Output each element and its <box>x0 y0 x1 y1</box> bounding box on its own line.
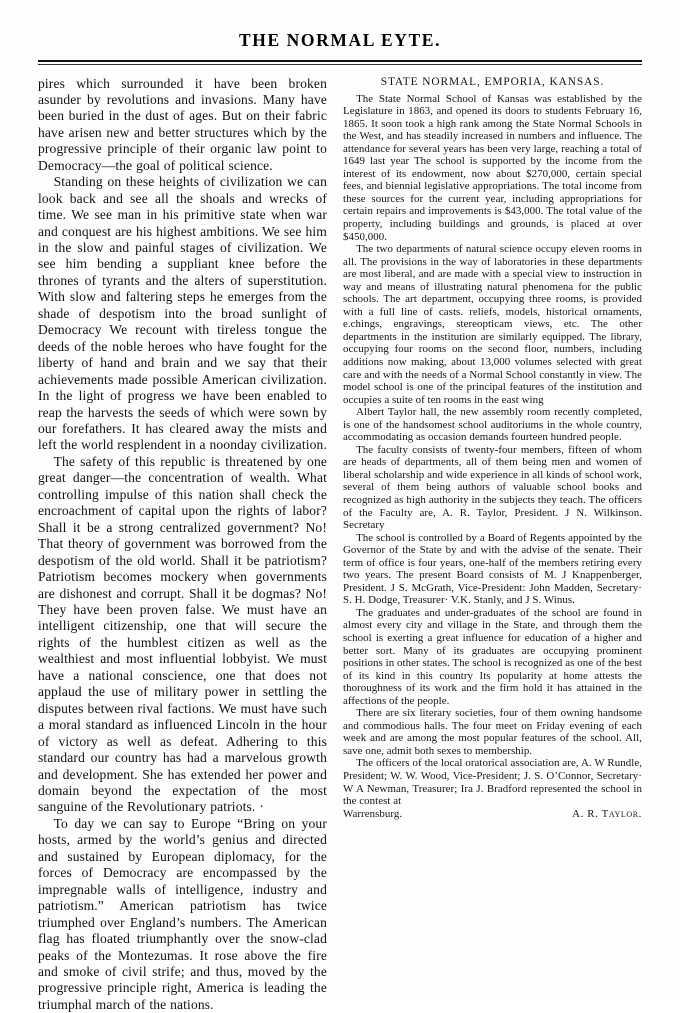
left-column <box>38 76 327 1013</box>
paragraph: There are six literary societies, four of them owning handsome and commodious halls. The four meet on Friday evening of each week and are among the most popular features of the school. All, save one, admit both sexes to membership. <box>343 707 642 757</box>
section-heading: STATE NORMAL, EMPORIA, KANSAS. <box>343 76 642 88</box>
author-signature: A. R. Taylor. <box>559 808 642 821</box>
paragraph: The graduates and under-graduates of the school are found in almost every city and village in the State, and through them the school is exerting a great influence for education of a higher and better sort. Many of its graduates are occupying prominent positions in other states. The school is recognized as one of the best of its kind in this country Its popularity at home attests the thoroughness of its work and the firm hold it has attained in the affections of the people. <box>343 607 642 707</box>
masthead-divider <box>38 60 642 65</box>
paragraph: Albert Taylor hall, the new assembly room recently completed, is one of the handsomest school auditoriums in the whole country, accommodating as occasion demands fourteen hundred people. <box>343 406 642 444</box>
paragraph: The faculty consists of twenty-four members, fifteen of whom are heads of departments, all of them being men and women of liberal scholarship and wide experience in all kinds of school work, several of them being authors of valuable school books and recognized as high authority in the subjects they teach. The officers of the Faculty are, A. R. Taylor, President. J N. Wilkinson. Secretary <box>343 444 642 532</box>
article-columns <box>38 76 642 1013</box>
divider-rule-thin <box>38 64 642 65</box>
page-title: THE NORMAL EYTE. <box>0 30 680 51</box>
paragraph: pires which surrounded it have been broken asunder by revolutions and invasions. Many have been buried in the dust of ages. But on their fabric have arisen new and better structures which by the progressive principle of their organic law point to Democracy—the goal of political science. <box>38 76 327 175</box>
paragraph: The officers of the local oratorical association are, A. W Rundle, President; W. W. Wood, Vice-President; J. S. O’Connor, Secretary· W A Newman, Treasurer; Ira J. Bradford represented the school in the contest at <box>343 757 642 807</box>
paragraph: To day we can say to Europe “Bring on your hosts, armed by the world’s genius and directed and sustained by European diplomacy, for the forces of Democracy are encompassed by the impregnable walls of intelligence, industry and patriotism.” American patriotism has twice triumphed over England’s numbers. The American flag has floated triumphantly over the snow-clad peaks of the Montezumas. It rose above the fire and smoke of civil strife; and thus, moved by the progressive principle right, America is leading the triumphal march of the nations. <box>38 816 327 1013</box>
paragraph: The safety of this republic is threatened by one great danger—the concentration of wealth. What controlling impulse of this nation shall check the encroachment of capital upon the rights of labor? Shall it be a strong centralized government? No! That theory of government was borrowed from the despotism of the old world. Shall it be patriotism? Patriotism becomes mockery when governments are dishonest and corrupt. Shall it be dogmas? No! They have been proven false. We must have an intelligent citizenship, one that will secure the rights of the humblest citizen as well as the wealthiest and most influential lobbyist. We must have a national conscience, one that does not applaud the use of military power in settling the disputes between rival factions. We must have such a moral standard as influenced Lincoln in the hour of victory as well as defeat. Adhering to this standard our country has had a marvelous growth and development. She has extended her power and domain beyond the expectation of the most sanguine of the Revolutionary patriots. · <box>38 454 327 816</box>
paragraph-tail: Warrensburg. <box>343 808 402 821</box>
paragraph: The State Normal School of Kansas was established by the Legislature in 1863, and opened its doors to students February 16, 1865. It soon took a high rank among the State Normal Schools in the West, and has steadily increased in numbers and influence. The attendance for several years has been very large, reaching a total of 1649 last year The school is supported by the income from the interest of its endowment, now about $270,000, certain special fees, and biennial legislative appropriations. The total income from these sources for the current year, including appropriations for certain repairs and improvements is $43,000. The total value of the property, including buildings and grounds, is placed at over $450,000. <box>343 93 642 244</box>
right-column <box>343 76 642 821</box>
divider-rule-thick <box>38 60 642 62</box>
paragraph: Standing on these heights of civilization we can look back and see all the shoals and wrecks of time. We see man in his primitive state when war and conquest are his highest ambitions. We see him in the slow and painful stages of civilization. We see him bending a suppliant knee before the thrones of tyrants and the alters of superstitution. With slow and faltering steps he emerges from the shade of despotism into the broad sunlight of Democracy We recount with tireless tongue the deeds of the noble heroes who have fought for the liberty of hand and brain and we say that their achievements made possible American civilization. In the light of progress we have been enabled to reap the harvests the seeds of which were sown by our forefathers. It has cleared away the mists and left the world resplendent in a noonday civilization. <box>38 174 327 454</box>
signature-line <box>343 808 642 821</box>
paragraph: The school is controlled by a Board of Regents appointed by the Governor of the State by and with the advise of the senate. Their term of office is four years, one-half of the members retiring every two years. The present Board consists of M. J Knappenberger, President. J S. McGrath, Vice-President: John Madden, Secretary· S. H. Dodge, Treasurer· V.K. Stanly, and J S. Winus. <box>343 532 642 607</box>
paragraph: The two departments of natural science occupy eleven rooms in all. The provisions in the way of laboratories in these departments are most liberal, and are made with a special view to instruction in way and means of illustrating natural phenomena for the public schools. The art department, occupying three rooms, is provided with a full line of casts. reliefs, models, historical ornaments, e.chings, engravings, stereopticam views, etc. The other departments in the institution are similarly equipped. The library, occupying four rooms on the second floor, numbers, including additions now making, about 13,000 volumes selected with great care and with the needs of a Normal School constantly in view. The model school is one of the principal features of the institution and occupies a suite of ten rooms in the east wing <box>343 243 642 406</box>
masthead <box>0 0 680 51</box>
